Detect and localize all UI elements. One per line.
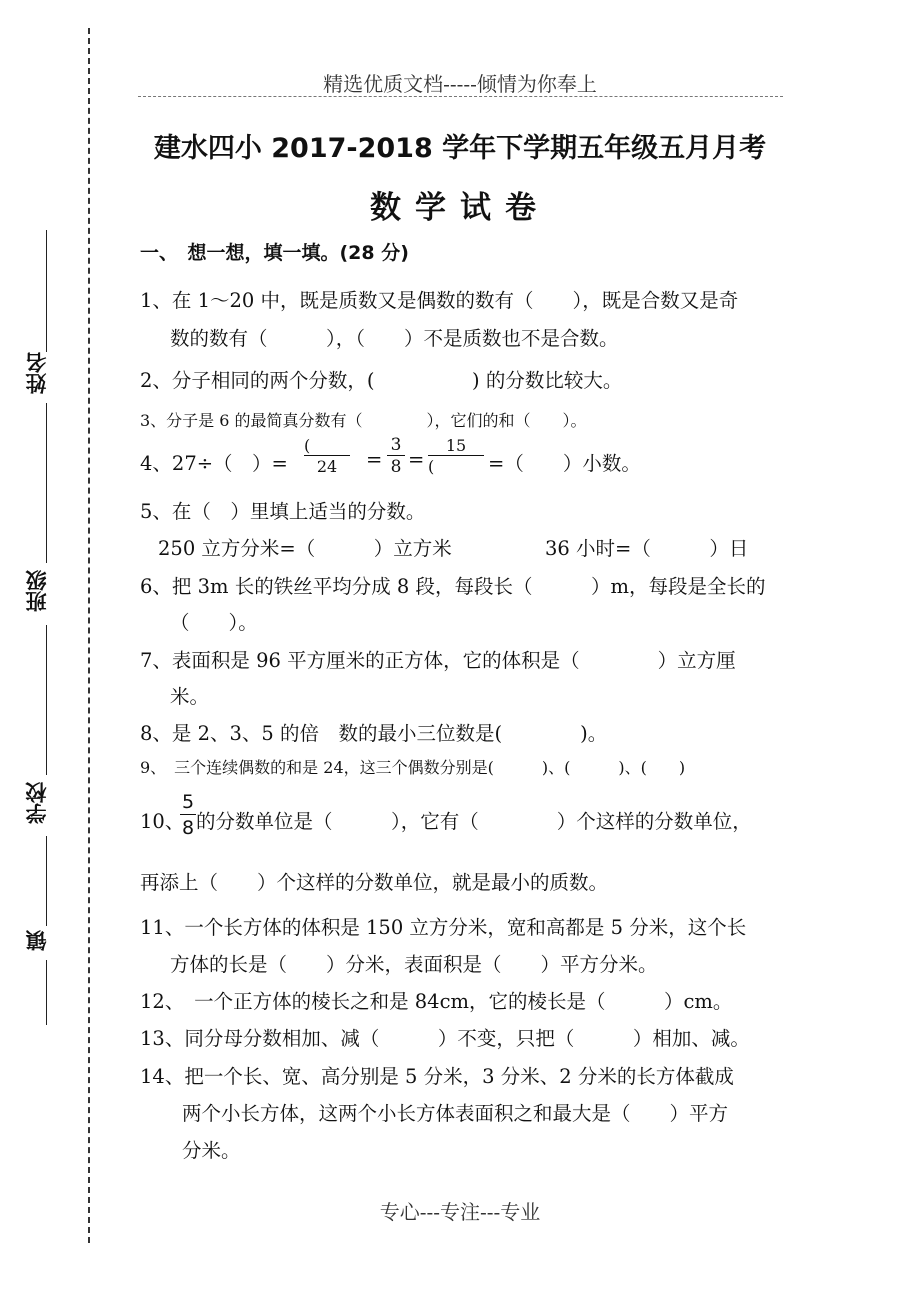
question-4-fraction-1 xyxy=(304,436,350,478)
question-1-line-2: 数的数有（ ），（ ）不是质数也不是合数。 xyxy=(170,327,619,350)
question-10-fraction xyxy=(180,790,196,841)
fraction-numerator: 5 xyxy=(181,791,195,813)
question-5-part-a: 250 立方分米=（ ）立方米 xyxy=(158,537,452,560)
name-blank-line xyxy=(46,230,47,352)
question-1-line-1: 1、在 1～20 中，既是质数又是偶数的数有（ ），既是合数又是奇 xyxy=(140,289,739,312)
question-6-line-1: 6、把 3m 长的铁丝平均分成 8 段，每段长（ ）m，每段是全长的 xyxy=(140,575,766,598)
page-header: 精选优质文档-----倾情为你奉上 xyxy=(323,72,597,96)
fraction-3-numerator: 15 xyxy=(445,436,467,455)
name-label: 姓名 xyxy=(25,352,49,394)
question-3: 3、分子是 6 的最简真分数有（ ），它们的和（ ）。 xyxy=(140,411,587,430)
question-2: 2、分子相同的两个分数，( ) 的分数比较大。 xyxy=(140,369,623,392)
fraction-1-numerator: ( xyxy=(304,436,311,455)
question-4-end: =（ ）小数。 xyxy=(488,452,641,475)
fraction-2-numerator: 3 xyxy=(390,435,402,455)
town-label: 镇 xyxy=(25,930,49,951)
question-7-line-1: 7、表面积是 96 平方厘米的正方体，它的体积是（ ）立方厘 xyxy=(140,649,736,672)
question-9: 9、 三个连续偶数的和是 24，这三个偶数分别是( )、( )、( ) xyxy=(140,758,686,777)
question-11-line-2: 方体的长是（ ）分米，表面积是（ ）平方分米。 xyxy=(170,953,658,976)
page-footer: 专心---专注---专业 xyxy=(379,1200,541,1224)
header-rule xyxy=(138,96,783,97)
question-4-equals-3: = xyxy=(408,448,425,471)
fraction-denominator: 8 xyxy=(180,814,196,841)
question-4-fraction-3 xyxy=(428,436,484,478)
class-label: 班级 xyxy=(25,570,49,612)
question-12: 12、 一个正方体的棱长之和是 84cm，它的棱长是（ ）cm。 xyxy=(140,990,733,1013)
question-13: 13、同分母分数相加、减（ ）不变，只把（ ）相加、减。 xyxy=(140,1027,750,1050)
town-blank-line-top xyxy=(46,836,47,926)
question-10-line-1: 的分数单位是（ ），它有（ ）个这样的分数单位， xyxy=(196,810,752,833)
question-5-part-b: 36 小时=（ ）日 xyxy=(545,537,749,560)
question-14-line-1: 14、把一个长、宽、高分别是 5 分米，3 分米、2 分米的长方体截成 xyxy=(140,1065,734,1088)
school-blank-line xyxy=(46,625,47,775)
question-10-number: 10、 xyxy=(140,810,185,833)
fraction-2-denominator: 8 xyxy=(387,455,405,478)
question-6-line-2: （ ）。 xyxy=(170,611,258,634)
fraction-3-denominator: ( xyxy=(428,455,484,478)
question-14-line-3: 分米。 xyxy=(182,1139,241,1162)
question-11-line-1: 11、一个长方体的体积是 150 立方分米，宽和高都是 5 分米，这个长 xyxy=(140,916,747,939)
exam-subtitle: 数学试卷 xyxy=(370,190,550,226)
question-4-fraction-2 xyxy=(387,436,405,478)
question-4-start: 4、27÷（ ）= xyxy=(140,452,288,475)
question-5: 5、在（ ）里填上适当的分数。 xyxy=(140,500,426,523)
question-7-line-2: 米。 xyxy=(170,685,210,708)
question-8: 8、是 2、3、5 的倍 数的最小三位数是( )。 xyxy=(140,722,608,745)
question-4-equals-2: = xyxy=(366,448,383,471)
question-10-line-2: 再添上（ ）个这样的分数单位，就是最小的质数。 xyxy=(140,871,609,894)
town-blank-line-bottom xyxy=(46,960,47,1025)
section-heading: 一、 想一想，填一填。(28 分) xyxy=(140,242,409,264)
school-label: 学校 xyxy=(25,782,49,824)
exam-title: 建水四小 2017-2018 学年下学期五年级五月月考 xyxy=(153,133,767,164)
question-14-line-2: 两个小长方体，这两个小长方体表面积之和最大是（ ）平方 xyxy=(182,1102,729,1125)
fraction-1-denominator: 24 xyxy=(304,455,350,478)
class-blank-line xyxy=(46,403,47,563)
